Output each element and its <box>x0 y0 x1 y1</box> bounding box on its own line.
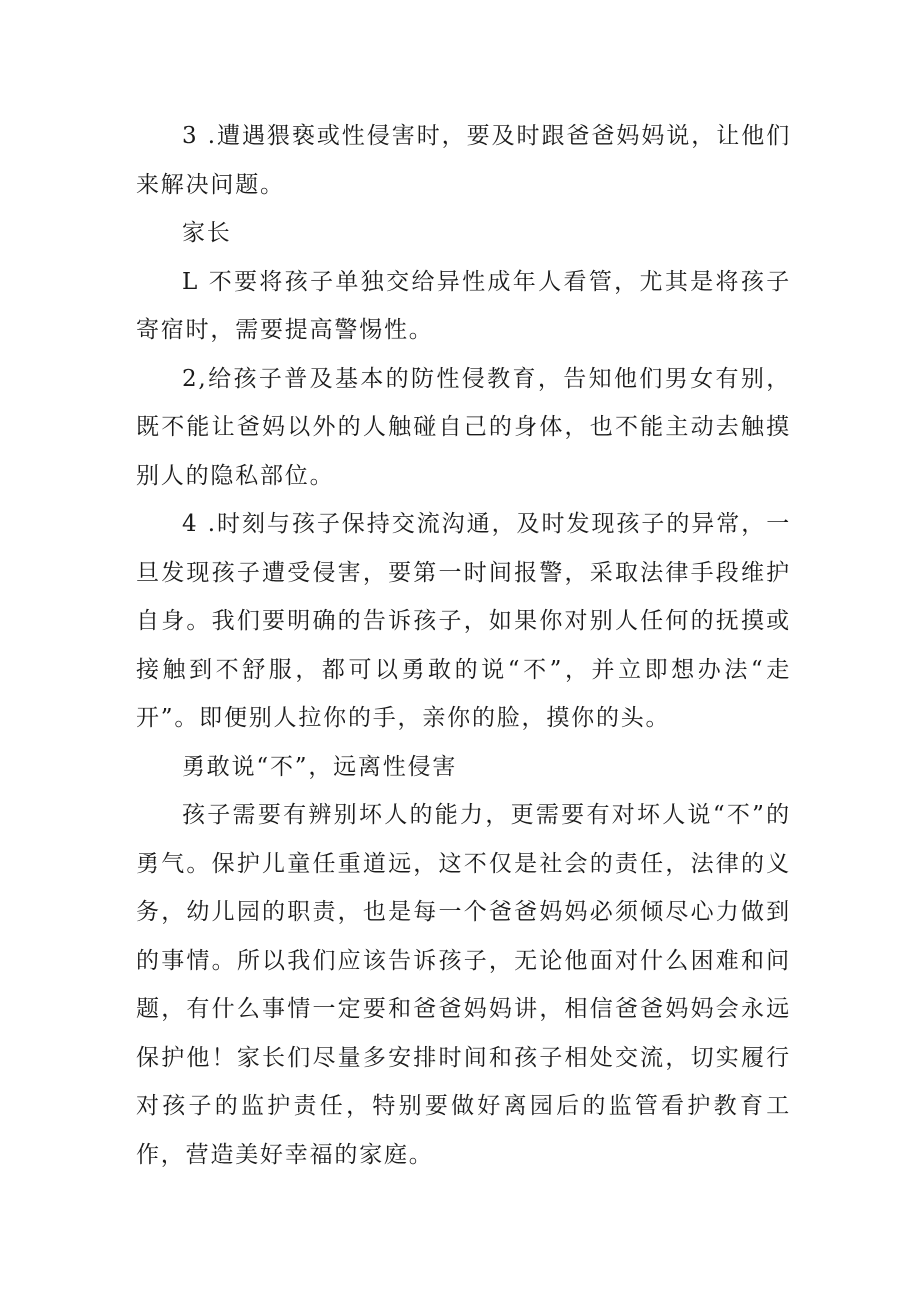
paragraph-conclusion: 孩子需要有辨别坏人的能力，更需要有对坏人说“不”的勇气。保护儿童任重道远，这不仅是社会的责任，法律的义务，幼儿园的职责，也是每一个爸爸妈妈必须倾尽心力做到的事情。所以我们应该告诉孩子，无论他面对什么困难和问题，有什么事情一定要和爸爸妈妈讲，相信爸爸妈妈会永远保护他！家长们尽量多安排时间和孩子相处交流，切实履行对孩子的监护责任，特别要做好离园后的监管看护教育工作，营造美好幸福的家庭。 <box>136 802 791 1168</box>
document-body <box>136 112 791 1179</box>
paragraph-item-4: 4 .时刻与孩子保持交流沟通，及时发现孩子的异常，一旦发现孩子遭受侵害，要第一时间报警，采取法律手段维护自身。我们要明确的告诉孩子，如果你对别人任何的抚摸或接触到不舒服，都可以勇敢的说“不”，并立即想办法“走开”。即便别人拉你的手，亲你的脸，摸你的头。 <box>136 511 791 731</box>
paragraph-item-1: L 不要将孩子单独交给异性成年人看管，尤其是将孩子寄宿时，需要提高警惕性。 <box>136 268 791 343</box>
paragraph-item-3: 3 .遭遇猥亵或性侵害时，要及时跟爸爸妈妈说，让他们来解决问题。 <box>136 123 791 198</box>
section-heading-parents: 家长 <box>182 220 232 246</box>
section-heading-say-no: 勇敢说“不”，远离性侵害 <box>182 753 458 780</box>
paragraph-item-2: 2,给孩子普及基本的防性侵教育，告知他们男女有别，既不能让爸妈以外的人触碰自己的身体，也不能主动去触摸别人的隐私部位。 <box>136 365 791 489</box>
